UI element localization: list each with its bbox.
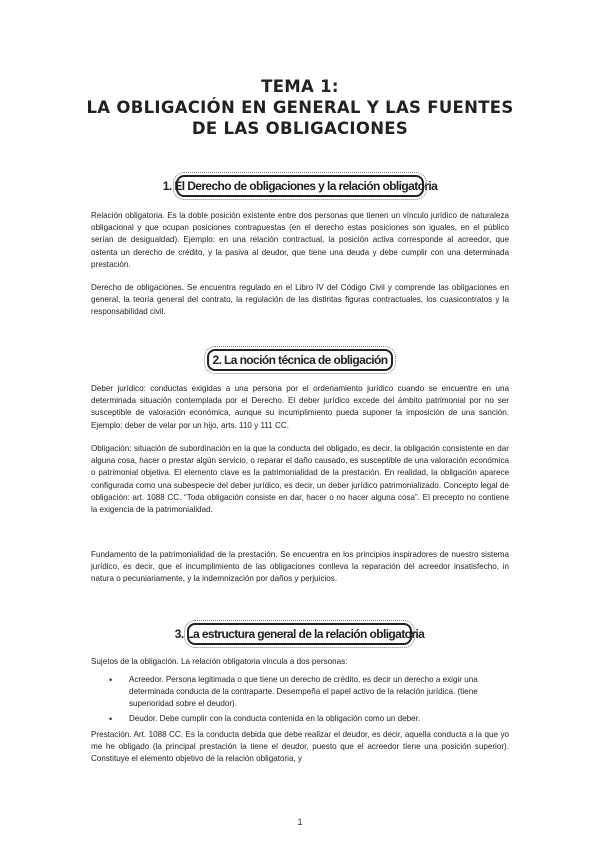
document-title: [40, 76, 560, 139]
section-heading-3: [0, 620, 600, 650]
paragraph-relacion-obligatoria: Relación obligatoria. Es la doble posición existente entre dos personas que tienen un vínculo jurídico de naturaleza obligacional y que ocupan posiciones contrapuestas (en el derecho estas posiciones son iguales, en el público serían de desigualdad). Ejemplo: en una relación contractual, la posición activa corresponde al acreedor, que ostenta un derecho de crédito, y la pasiva al deudor, que tiene una deuda y debe cumplir con una determinada prestación.: [91, 211, 509, 269]
title-line-1: TEMA 1:: [261, 77, 339, 96]
title-line-3: DE LAS OBLIGACIONES: [191, 119, 409, 138]
title-line-2: LA OBLIGACIÓN EN GENERAL Y LAS FUENTES: [86, 98, 514, 117]
paragraph-sujetos: Sujetos de la obligación. La relación obligatoria vincula a dos personas:: [91, 657, 348, 666]
list-item-acreedor: • Acreedor. Persona legitimada o que tiene un derecho de crédito, es decir un derecho a exigir una determinada conducta de la contraparte. Desempeña el papel activo de la relación jurídica. (tiene superioridad sobre el deudor).: [115, 674, 509, 711]
paragraph-prestacion: Prestación. Art. 1088 CC. Es la conducta debida que debe realizar el deudor, es decir, aquella conducta a la que yo me he obligado (la principal prestación la tiene el deudor, puesto que el acreedor tiene una posición superior). Constituye el elemento objetivo de la relación obligatoria, y: [91, 730, 509, 764]
paragraph-obligacion: Obligación: situación de subordinación en la que la conducta del obligado, es decir, la obligación consistente en dar alguna cosa, hacer o prestar algún servicio, o reparar el daño causado, es susceptible de una valoración económica o patrimonial objetiva. El elemento clave es la patrimonialidad de la prestación. En realidad, la obligación aparece configurada como una subespecie del deber jurídico, es decir, un deber jurídico patrimonializado. Concepto legal de obligación: art. 1088 CC. “Toda obligación consiste en dar, hacer o no hacer alguna cosa”. El precepto no contiene la exigencia de la patrimonialidad.: [91, 444, 509, 515]
list-item-deudor: • Deudor. Debe cumplir con la conducta contenida en la obligación como un deber.: [115, 713, 509, 725]
section-heading-3-text: 3. La estructura general de la relación obligatoria: [174, 627, 425, 641]
sujetos-list: [115, 674, 509, 727]
paragraph-deber-juridico: Deber jurídico: conductas exigidas a una persona por el ordenamiento jurídico cuando se encuentre en una determinada situación contemplada por el Derecho. El deber jurídico excede del ámbito patrimonial por no ser susceptible de valoración económica, aunque su incumplimiento pueda suponer la imposición de una sanción. Ejemplo: deber de velar por un hijo, arts. 110 y 111 CC.: [91, 384, 509, 430]
paragraph-derecho-obligaciones: Derecho de obligaciones. Se encuentra regulado en el Libro IV del Código Civil y comprende las obligaciones en general, la teoría general del contrato, la regulación de las distintas figuras contractuales, los cuasicontratos y la responsabilidad civil.: [91, 283, 509, 317]
section-heading-2: [0, 346, 600, 376]
section-heading-1-text: 1. El Derecho de obligaciones y la relación obligatoria: [162, 179, 438, 193]
page-number: 1: [297, 817, 303, 827]
section-heading-2-text: 2. La noción técnica de obligación: [212, 353, 388, 367]
paragraph-fundamento: Fundamento de la patrimonialidad de la prestación. Se encuentra en los principios inspiradores de nuestro sistema jurídico, es decir, que el incumplimiento de las obligaciones conlleva la reparación del acreedor insatisfecho, in natura o pecuniariamente, y la indemnización por daños y perjuicios.: [91, 550, 509, 584]
section-heading-1: [0, 172, 600, 202]
